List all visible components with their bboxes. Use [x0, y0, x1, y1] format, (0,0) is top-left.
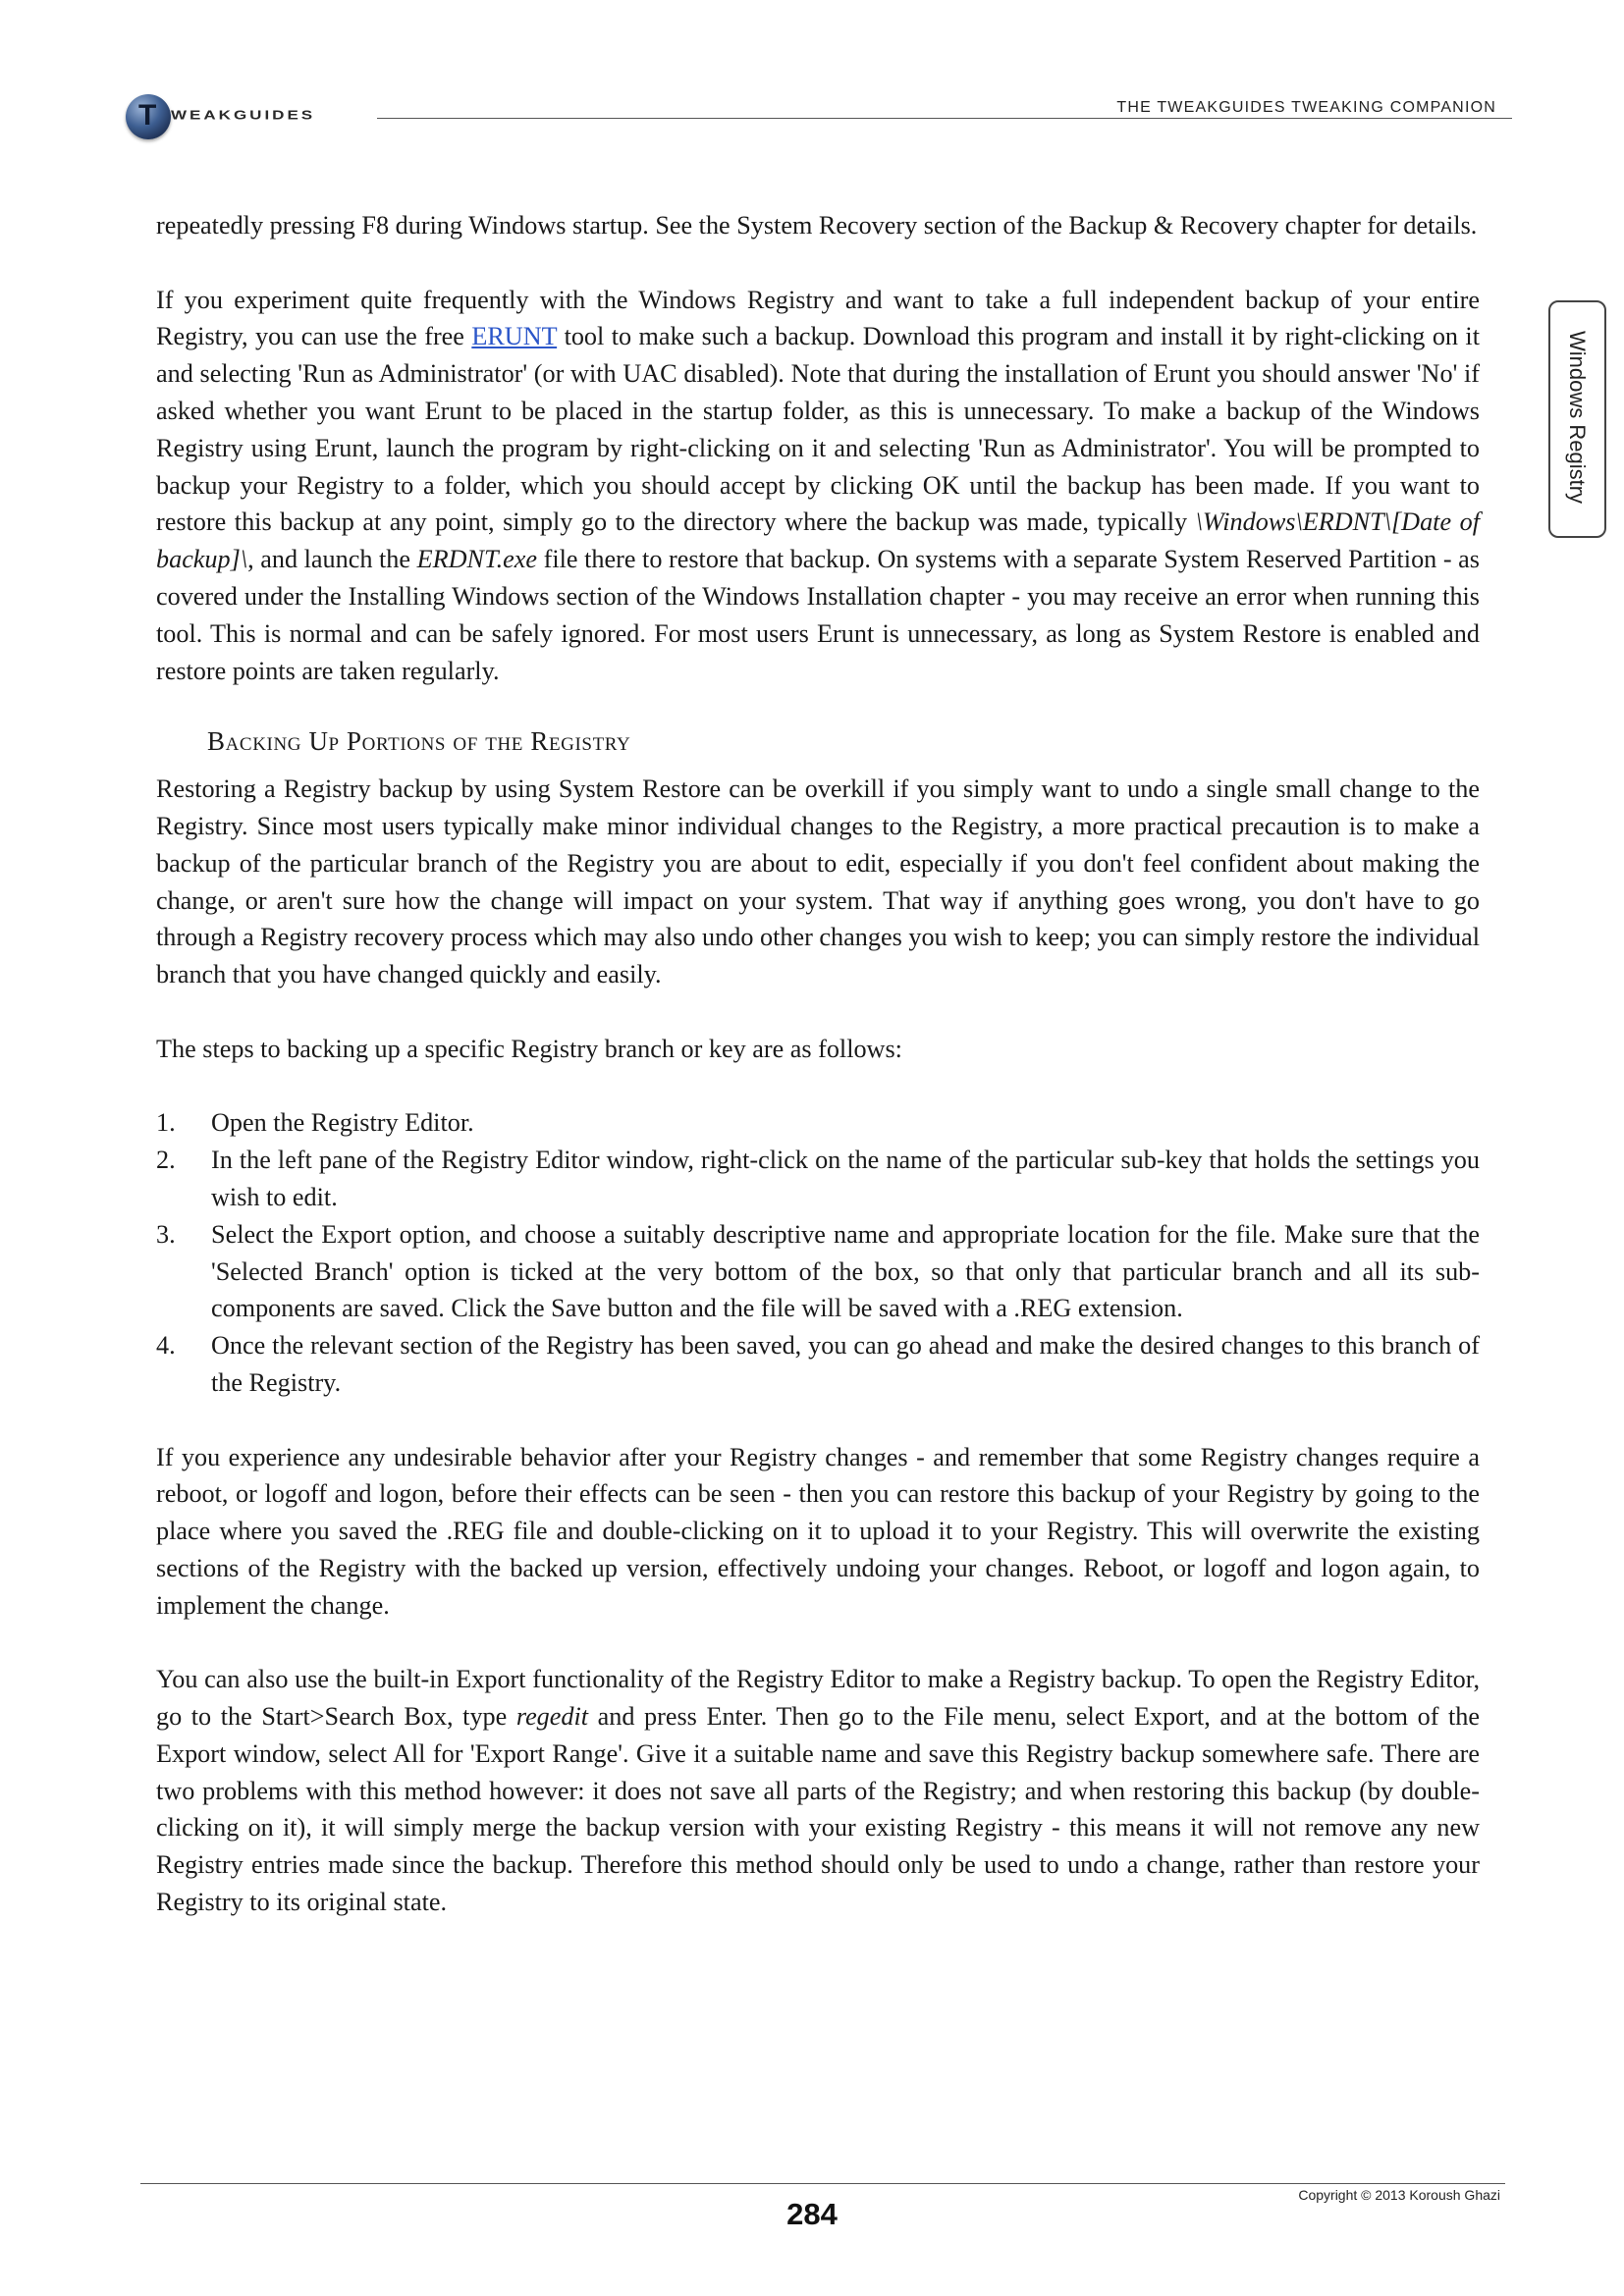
regedit-command: regedit [515, 1702, 589, 1732]
list-item: 2. In the left pane of the Registry Editor window, right-click on the name of the particular sub-key that holds the settings you wish to edit. [156, 1146, 1480, 1211]
footer-rule [140, 2183, 1505, 2184]
logo-wordmark: WEAKGUIDES [171, 108, 316, 123]
running-header: THE TWEAKGUIDES TWEAKING COMPANION [1116, 99, 1496, 116]
page-content [156, 207, 1480, 1958]
paragraph-export: You can also use the built-in Export functionality of the Registry Editor to make a Registry backup. To open the Registry Editor, go to the Start>Search Box, type regedit and press Enter. Then go to the File menu, select Export, and at the bottom of the Export window, select All for 'Export Range'. Give it a suitable name and save this Registry backup somewhere safe. There are two problems with this method however: it does not save all parts of the Registry; and when restoring this backup (by double-clicking on it), it will simply merge the backup version with your existing Registry - this means it will not remove any new Registry entries made since the backup. Therefore this method should only be used to undo a change, rather than restore your Registry to its original state. [156, 1665, 1480, 1917]
paragraph: repeatedly pressing F8 during Windows startup. See the System Recovery section of the Backup & Recovery chapter for details. [156, 211, 1478, 240]
steps-list [156, 1104, 1480, 1401]
page-number: 284 [786, 2197, 838, 2231]
copyright-notice: Copyright © 2013 Koroush Ghazi [1298, 2187, 1500, 2203]
paragraph: The steps to backing up a specific Registry branch or key are as follows: [156, 1034, 902, 1063]
tweakguides-logo [126, 94, 361, 143]
paragraph-erunt: If you experiment quite frequently with the Windows Registry and want to take a full independent backup of your entire Registry, you can use the free ERUNT tool to make such a backup. Download this program and install it by right-clicking on it and selecting 'Run as Administrator' (or with UAC disabled). Note that during the installation of Erunt you should answer 'No' if asked whether you want Erunt to be placed in the startup folder, as this is unnecessary. To make a backup of the Windows Registry using Erunt, launch the program by right-clicking on it and selecting 'Run as Administrator'. You will be prompted to backup your Registry to a folder, which you should accept by clicking OK until the backup has been made. If you want to restore this backup at any point, simply go to the directory where the backup was made, typically \Windows\ERDNT\[Date of backup]\, and launch the ERDNT.exe file there to restore that backup. On systems with a separate System Reserved Partition - as covered under the Installing Windows section of the Windows Installation chapter - you may receive an error when running this tool. This is normal and can be safely ignored. For most users Erunt is unnecessary, as long as System Restore is enabled and restore points are taken regularly. [156, 285, 1480, 685]
erdnt-path: \Windows\ERDNT\[Date of backup]\ [156, 507, 1480, 574]
paragraph: Restoring a Registry backup by using System Restore can be overkill if you simply want to undo a single small change to the Registry. Since most users typically make minor individual changes to the Registry, a more practical precaution is to make a backup of the particular branch of the Registry you are about to edit, especially if you don't feel confident about making the change, or aren't sure how the change will impact on your system. That way if anything goes wrong, you don't have to go through a Registry recovery process which may also undo other changes you wish to keep; you can simply restore the individual branch that you have changed quickly and easily. [156, 774, 1480, 989]
header-rule [377, 118, 1512, 119]
erdnt-exe: ERDNT.exe [416, 545, 538, 574]
section-heading: Backing Up Portions of the Registry [207, 726, 631, 757]
list-item: 3. Select the Export option, and choose a suitably descriptive name and appropriate location for the file. Make sure that the 'Selected Branch' option is ticked at the very bottom of the box, so that only that particular branch and all its sub-components are saved. Click the Save button and the file will be saved with a .REG extension. [156, 1219, 1480, 1323]
logo-letter: T [138, 99, 157, 132]
paragraph: If you experience any undesirable behavior after your Registry changes - and remember that some Registry changes require a reboot, or logoff and logon, before their effects can be seen - then you can restore this backup of your Registry by going to the place where you saved the .REG file and double-clicking on it to upload it to your Registry. This will overwrite the existing sections of the Registry with the backed up version, effectively undoing your changes. Reboot, or logoff and logon again, to implement the change. [156, 1442, 1480, 1620]
chapter-side-tab-label: Windows Registry [1565, 330, 1590, 505]
list-item: 1. Open the Registry Editor. [156, 1108, 474, 1138]
logo-emblem [126, 94, 171, 139]
erunt-link[interactable]: ERUNT [471, 322, 558, 351]
list-item: 4. Once the relevant section of the Registry has been saved, you can go ahead and make the desired changes to this branch of the Registry. [156, 1331, 1480, 1397]
